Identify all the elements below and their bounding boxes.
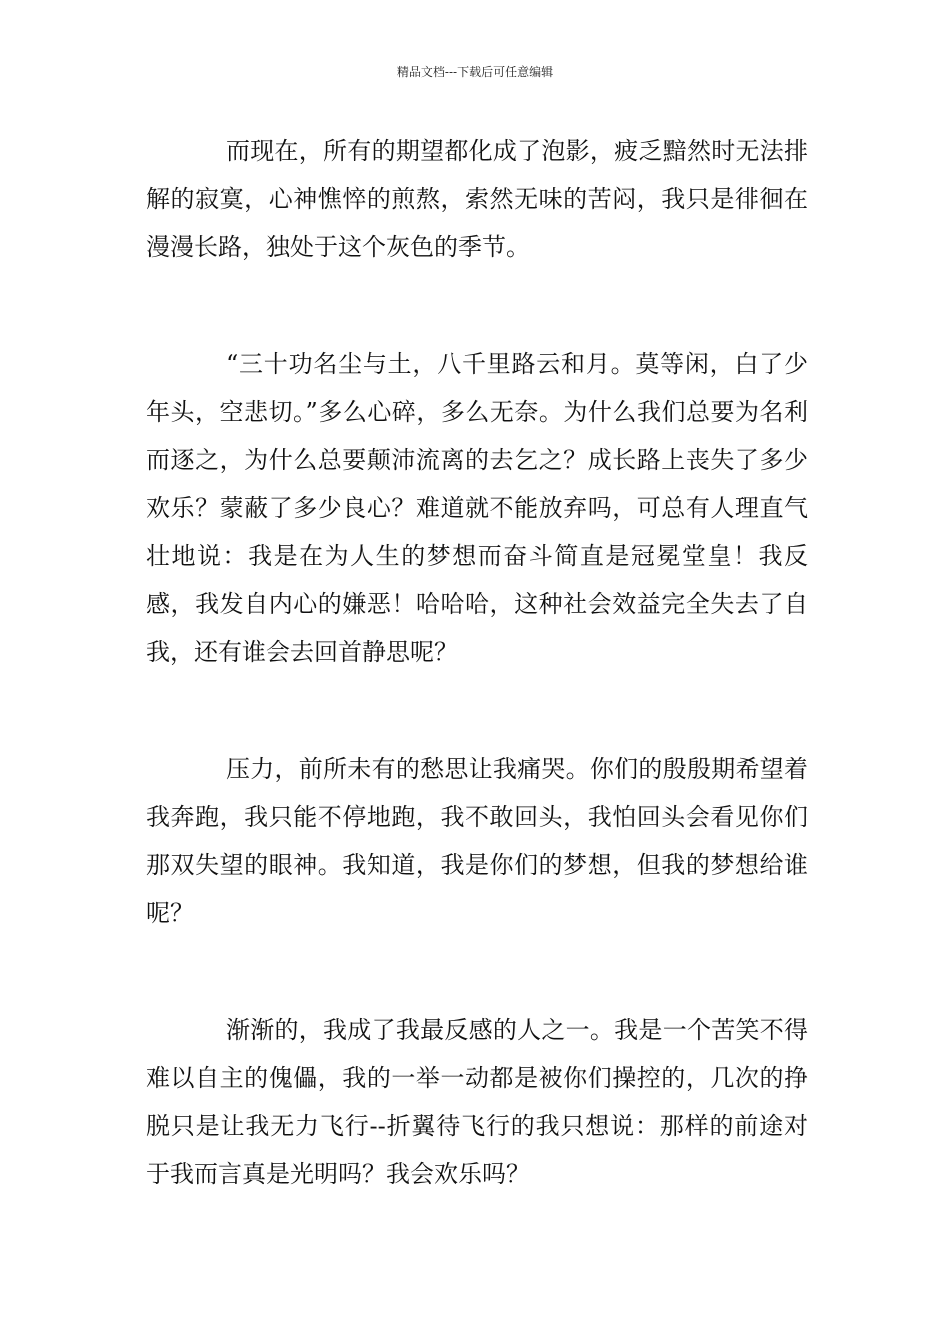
paragraph-2: “三十功名尘与土，八千里路云和月。莫等闲，白了少年头，空悲切。”多么心碎，多么无奈。为什么我们总要为名利而逐之，为什么总要颠沛流离的去乞之？成长路上丧失了多少欢乐？蒙蔽了多少良心？难道就不能放弃吗，可总有人理直气壮地说：我是在为人生的梦想而奋斗简直是冠冕堂皇！我反感，我发自内心的嫌恶！哈哈哈，这种社会效益完全失去了自我，还有谁会去回首静思呢？ <box>146 350 808 666</box>
page-header: 精品文档---下载后可任意编辑 <box>396 65 554 79</box>
paragraph-1: 而现在，所有的期望都化成了泡影，疲乏黯然时无法排解的寂寞，心神憔悴的煎熬，索然无味的苦闷，我只是徘徊在漫漫长路，独处于这个灰色的季节。 <box>146 137 808 261</box>
paragraph-4: 渐渐的，我成了我最反感的人之一。我是一个苦笑不得难以自主的傀儡，我的一举一动都是被你们操控的，几次的挣脱只是让我无力飞行--折翼待飞行的我只想说：那样的前途对于我而言真是光明吗？我会欢乐吗？ <box>146 1016 808 1188</box>
paragraph-3: 压力，前所未有的愁思让我痛哭。你们的殷殷期希望着我奔跑，我只能不停地跑，我不敢回头，我怕回头会看见你们那双失望的眼神。我知道，我是你们的梦想，但我的梦想给谁呢？ <box>146 755 808 927</box>
document-body <box>146 127 808 1267</box>
